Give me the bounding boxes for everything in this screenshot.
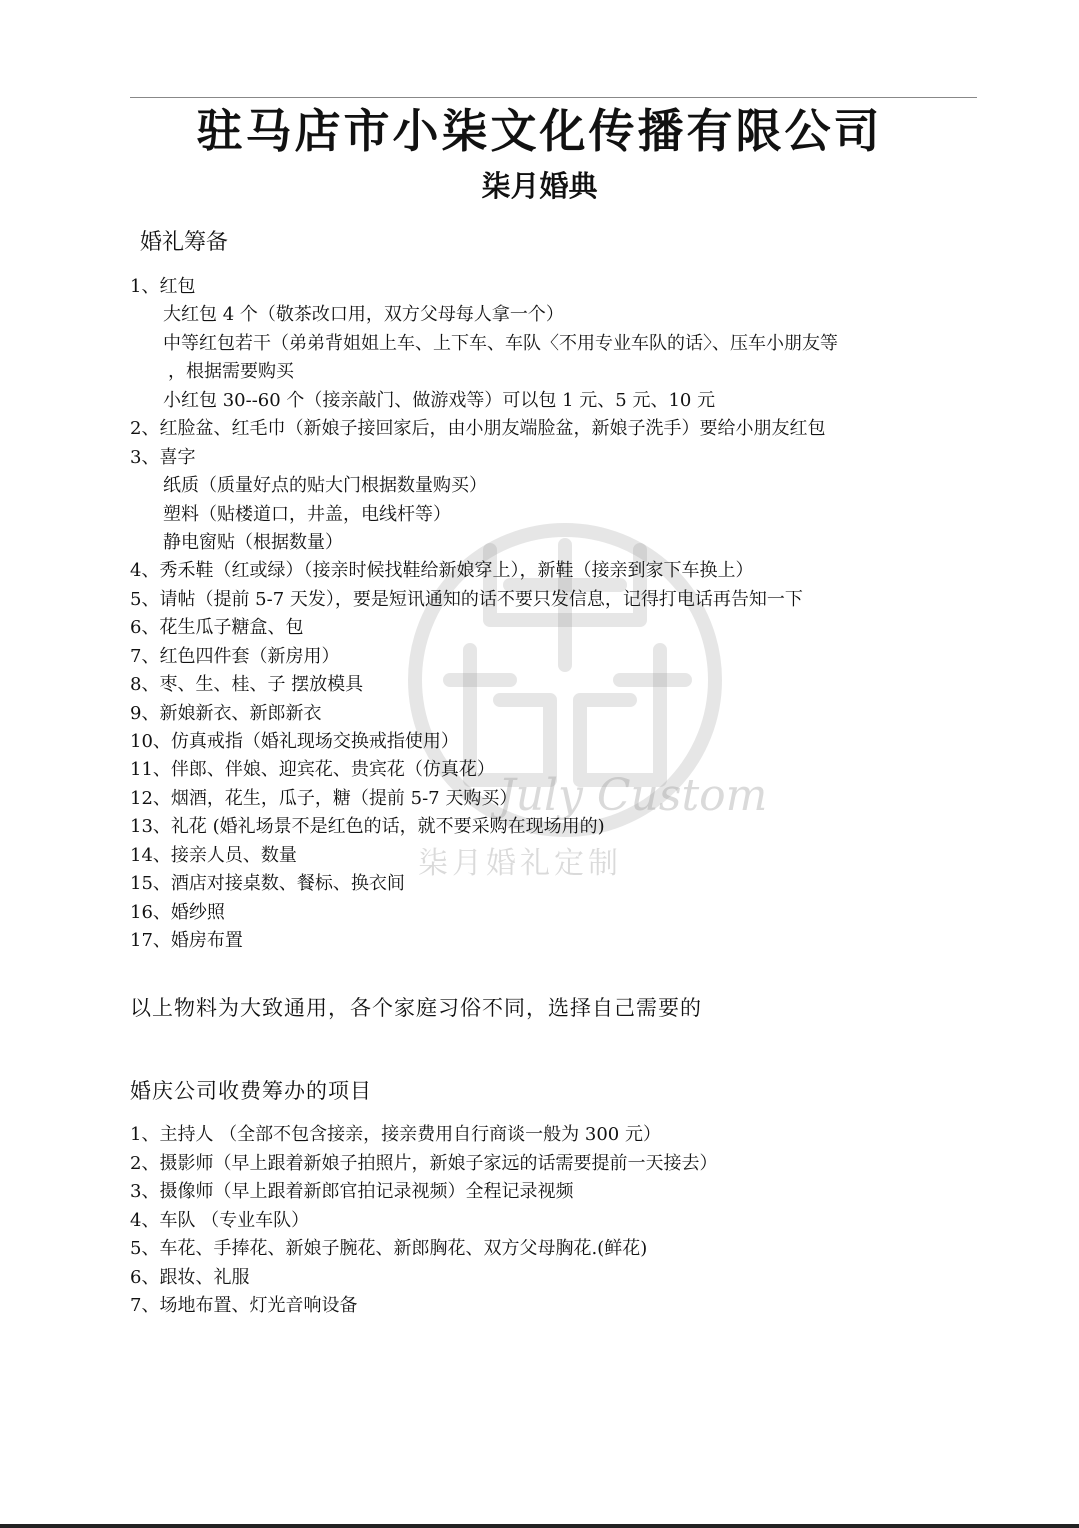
watermark-cn-text: 柒月婚礼定制 [418, 846, 622, 881]
list-item: 1、主持人 （全部不包含接亲，接亲费用自行商谈一般为 300 元） [130, 1124, 661, 1145]
list-item: 10、仿真戒指（婚礼现场交换戒指使用） [130, 731, 459, 752]
list-item: 7、场地布置、灯光音响设备 [130, 1295, 358, 1316]
list-subitem: ，根据需要购买 [168, 361, 294, 383]
list-item: 3、喜字 [130, 446, 196, 468]
list-item: 11、伴郎、伴娘、迎宾花、贵宾花（仿真花） [130, 759, 495, 781]
brand-subtitle: 柒月婚典 [481, 169, 598, 203]
list-subitem: 纸质（质量好点的贴大门根据数量购买） [163, 475, 487, 497]
list-item: 6、跟妆、礼服 [130, 1266, 250, 1288]
list-item: 8、枣、生、桂、子 摆放模具 [130, 674, 364, 696]
list-subitem: 小红包 30--60 个（接亲敲门、做游戏等）可以包 1 元、5 元、10 元 [163, 389, 716, 411]
list-item: 3、摄像师（早上跟着新郎官拍记录视频）全程记录视频 [130, 1181, 574, 1202]
list-subitem: 中等红包若干（弟弟背姐姐上车、上下车、车队〈不用专业车队的话〉、压车小朋友等 [163, 332, 838, 354]
list-item: 7、红色四件套（新房用） [130, 645, 340, 667]
list-item: 14、接亲人员、数量 [130, 844, 297, 866]
wedding-prep-list [130, 273, 838, 956]
list-item: 4、秀禾鞋（红或绿）（接亲时候找鞋给新娘穿上），新鞋（接亲到家下车换上） [130, 560, 754, 582]
section-title-wedding-prep: 婚礼筹备 [140, 230, 229, 255]
list-item: 15、酒店对接桌数、餐标、换衣间 [130, 873, 405, 895]
list-item: 4、车队 （专业车队） [130, 1209, 310, 1231]
list-item: 16、婚纱照 [130, 901, 225, 923]
list-item: 5、车花、手捧花、新娘子腕花、新郎胸花、双方父母胸花.(鲜花) [130, 1238, 648, 1259]
list-item: 6、花生瓜子糖盒、包 [130, 617, 304, 639]
footer-rule [0, 1524, 1079, 1528]
list-item: 13、礼花 (婚礼场景不是红色的话，就不要采购在现场用的) [130, 816, 605, 838]
list-item: 12、烟酒，花生，瓜子，糖（提前 5-7 天购买） [130, 787, 518, 809]
list-subitem: 静电窗贴（根据数量） [163, 531, 343, 553]
company-title: 驻马店市小柒文化传播有限公司 [196, 104, 883, 158]
list-subitem: 大红包 4 个（敬茶改口用，双方父母每人拿一个） [163, 304, 564, 326]
list-item: 9、新娘新衣、新郎新衣 [130, 702, 322, 724]
section-title-company-services: 婚庆公司收费筹办的项目 [130, 1079, 372, 1103]
list-item: 2、摄影师（早上跟着新娘子拍照片，新娘子家远的话需要提前一天接去） [130, 1152, 718, 1174]
watermark-script-text: July Custom [498, 770, 768, 821]
header-rule [130, 97, 977, 98]
general-note: 以上物料为大致通用，各个家庭习俗不同，选择自己需要的 [130, 996, 702, 1020]
list-item: 2、红脸盆、红毛巾（新娘子接回家后，由小朋友端脸盆，新娘子洗手）要给小朋友红包 [130, 418, 826, 440]
list-item: 1、红包 [130, 276, 196, 297]
list-item: 5、请帖（提前 5-7 天发），要是短讯通知的话不要只发信息，记得打电话再告知一下 [130, 588, 803, 610]
list-subitem: 塑料（贴楼道口，井盖，电线杆等） [163, 503, 451, 525]
company-services-list [130, 1121, 717, 1321]
list-item: 17、婚房布置 [130, 930, 243, 952]
